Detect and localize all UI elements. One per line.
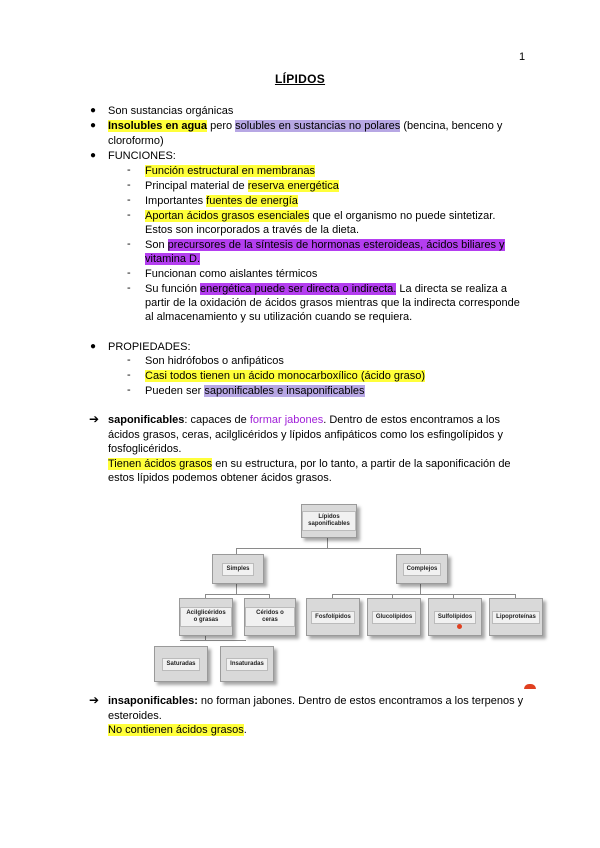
node-glucolipidos <box>367 598 421 636</box>
bullet-dot: ● <box>90 120 97 131</box>
node-saturadas <box>154 646 208 682</box>
saponificables-line-3: fosfoglicéridos. <box>108 443 182 455</box>
dash: - <box>127 164 131 176</box>
insaponificables-line-1 <box>108 694 523 708</box>
no-contienen-highlight: No contienen ácidos grasos <box>108 724 244 736</box>
connector <box>205 594 269 595</box>
fuentes-highlight: fuentes de energía <box>206 195 298 207</box>
arrow-icon: ➔ <box>89 412 100 426</box>
dash: - <box>127 267 131 279</box>
text-fragment: Importantes <box>145 195 207 207</box>
text-fragment: no forman jabones. Dentro de estos encontramos a los terpenos y <box>197 695 524 707</box>
precursores-highlight: precursores de la síntesis de hormonas esteroideas, ácidos biliares y <box>167 239 505 251</box>
funcion-6: Funcionan como aislantes térmicos <box>145 268 318 280</box>
vitamina-highlight: vitamina D. <box>145 253 201 265</box>
node-ceridos <box>244 598 296 636</box>
funcion-2 <box>145 179 339 193</box>
text-fragment: . Dentro de estos encontramos a los <box>323 414 500 426</box>
funciones-heading: FUNCIONES: <box>108 150 176 162</box>
node-label: Simples <box>222 563 253 576</box>
text-fragment: Pueden ser <box>145 385 205 397</box>
saponificables-term: saponificables <box>108 414 185 426</box>
page-number: 1 <box>519 51 526 63</box>
text-fragment: en su estructura, por lo tanto, a partir de la saponificación de <box>212 458 511 470</box>
saponificables-line-4 <box>108 457 511 471</box>
lipid-classification-diagram <box>148 500 538 692</box>
dash: - <box>127 282 131 294</box>
energetica-highlight: energética puede ser directa o indirecta. <box>200 283 397 295</box>
node-fosfolipidos <box>306 598 360 636</box>
node-label: Lípidos saponificables <box>302 511 356 531</box>
text-fragment: La directa se realiza a <box>396 283 508 295</box>
node-sulfolipidos <box>428 598 482 636</box>
node-label: Acilglicéridos o grasas <box>180 607 232 627</box>
node-lipoproteinas <box>489 598 543 636</box>
insolubles-highlight: Insolubles en agua <box>108 120 208 132</box>
funcion-4 <box>145 209 495 223</box>
intro-bullet-2-cont: cloroformo) <box>108 135 164 147</box>
node-label: Fosfolípidos <box>311 611 355 624</box>
propiedad-3 <box>145 384 365 398</box>
dash: - <box>127 209 131 221</box>
funcion-7-cont2: al almacenamiento y su utilización cuando se requiera. <box>145 311 413 323</box>
node-lipidos-saponificables <box>301 504 357 538</box>
text-fragment: Principal material de <box>145 180 248 192</box>
text-fragment: : capaces de <box>184 414 250 426</box>
title-text: LÍPIDOS <box>274 72 326 86</box>
saponificables-line-2: ácidos grasos, ceras, acilglicéridos y lípidos anfipáticos como los esfingolípidos y <box>108 429 503 441</box>
intro-bullet-2 <box>108 119 502 133</box>
saponificables-line-5: estos lípidos podemos obtener ácidos grasos. <box>108 472 332 484</box>
dash: - <box>127 354 131 366</box>
node-label: Glucolípidos <box>372 611 416 624</box>
funcion-5 <box>145 238 505 252</box>
bullet-dot: ● <box>90 341 97 352</box>
casi-todos-highlight: Casi todos tienen un ácido monocarboxílico (ácido graso) <box>145 370 426 382</box>
connector <box>236 548 420 549</box>
funcion-3 <box>145 194 298 208</box>
dash: - <box>127 369 131 381</box>
intro-bullet-1: Son sustancias orgánicas <box>108 105 234 117</box>
dash: - <box>127 384 131 396</box>
node-label: Insaturadas <box>226 658 268 671</box>
funcion-1-highlight: Función estructural en membranas <box>145 165 315 177</box>
text-fragment: pero <box>207 120 236 132</box>
node-label: Céridos o ceras <box>245 607 295 627</box>
node-simples <box>212 554 264 584</box>
dash: - <box>127 238 131 250</box>
text-fragment: que el organismo no puede sintetizar. <box>309 210 496 222</box>
funcion-4-cont: Estos son incorporados a través de la dieta. <box>145 224 360 236</box>
dash: - <box>127 179 131 191</box>
funcion-7-cont: partir de la oxidación de ácidos grasos mientras que la indirecta corresponde <box>145 297 520 309</box>
node-label: Saturadas <box>162 658 199 671</box>
saponificables-highlight: saponificables e insaponificables <box>204 385 365 397</box>
propiedades-heading: PROPIEDADES: <box>108 341 191 353</box>
solubles-highlight: solubles en sustancias no polares <box>235 120 401 132</box>
node-insaturadas <box>220 646 274 682</box>
insaponificables-line-2: esteroides. <box>108 710 162 722</box>
saponificables-line-1 <box>108 413 500 427</box>
funcion-5-cont <box>145 252 200 266</box>
node-acilgliceridos <box>179 598 233 636</box>
text-fragment: Su función <box>145 283 201 295</box>
reserva-highlight: reserva energética <box>247 180 339 192</box>
funcion-1 <box>145 164 315 178</box>
tienen-acidos-highlight: Tienen ácidos grasos <box>108 458 213 470</box>
node-complejos <box>396 554 448 584</box>
node-label: Complejos <box>403 563 442 576</box>
aportan-highlight: Aportan ácidos grasos esenciales <box>145 210 310 222</box>
page-title <box>0 72 600 86</box>
propiedad-2 <box>145 369 425 383</box>
node-label: Sulfolípidos <box>434 611 476 624</box>
bullet-dot: ● <box>90 150 97 161</box>
text-fragment: Son <box>145 239 168 251</box>
propiedad-1: Son hidrófobos o anfipáticos <box>145 355 284 367</box>
formar-jabones-text: formar jabones <box>249 414 324 426</box>
node-label: Lipoproteínas <box>492 611 540 624</box>
red-corner-icon <box>524 684 536 689</box>
arrow-icon: ➔ <box>89 693 100 707</box>
connector <box>180 640 246 641</box>
funcion-7 <box>145 282 507 296</box>
insaponificables-term: insaponificables: <box>108 695 198 707</box>
red-mark-icon <box>457 624 462 629</box>
text-fragment: (bencina, benceno y <box>400 120 503 132</box>
text-fragment: . <box>243 724 247 736</box>
dash: - <box>127 194 131 206</box>
insaponificables-line-3 <box>108 723 247 737</box>
connector <box>332 594 515 595</box>
bullet-dot: ● <box>90 105 97 116</box>
